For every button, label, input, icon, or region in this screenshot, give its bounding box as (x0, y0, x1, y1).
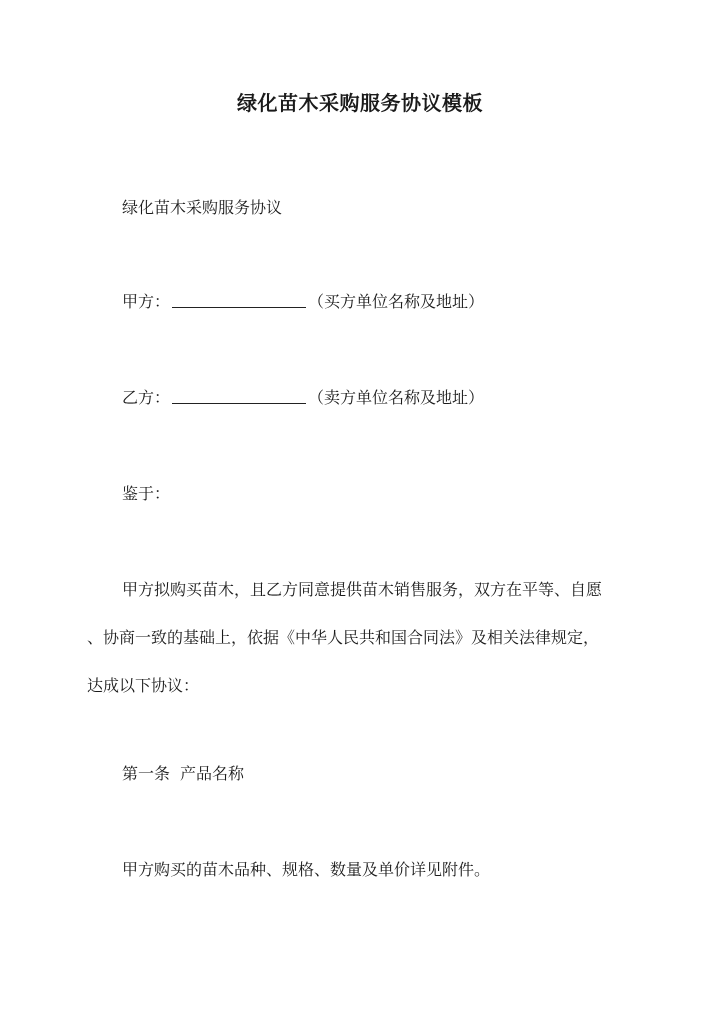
party-b-note: （卖方单位名称及地址） (308, 388, 485, 407)
preamble-line-2: 、协商一致的基础上，依据《中华人民共和国合同法》及相关法律规定， (87, 628, 600, 647)
preamble-line-1: 甲方拟购买苗木，且乙方同意提供苗木销售服务，双方在平等、自愿 (122, 580, 603, 599)
agreement-subtitle: 绿化苗木采购服务协议 (122, 198, 283, 217)
preamble-line-3: 达成以下协议： (87, 676, 200, 695)
party-b-line (122, 386, 484, 410)
party-b-blank (172, 386, 306, 404)
party-a-label: 甲方： (122, 292, 171, 311)
article-1-number: 第一条 (122, 764, 171, 783)
article-1-heading (122, 762, 244, 786)
whereas-label: 鉴于： (122, 484, 171, 503)
party-b-label: 乙方： (122, 388, 171, 407)
party-a-note: （买方单位名称及地址） (308, 292, 485, 311)
party-a-line (122, 290, 484, 314)
article-1-body: 甲方购买的苗木品种、规格、数量及单价详见附件。 (122, 860, 491, 879)
document-title: 绿化苗木采购服务协议模板 (237, 91, 483, 115)
article-1-title: 产品名称 (180, 764, 245, 783)
party-a-blank (172, 290, 306, 308)
